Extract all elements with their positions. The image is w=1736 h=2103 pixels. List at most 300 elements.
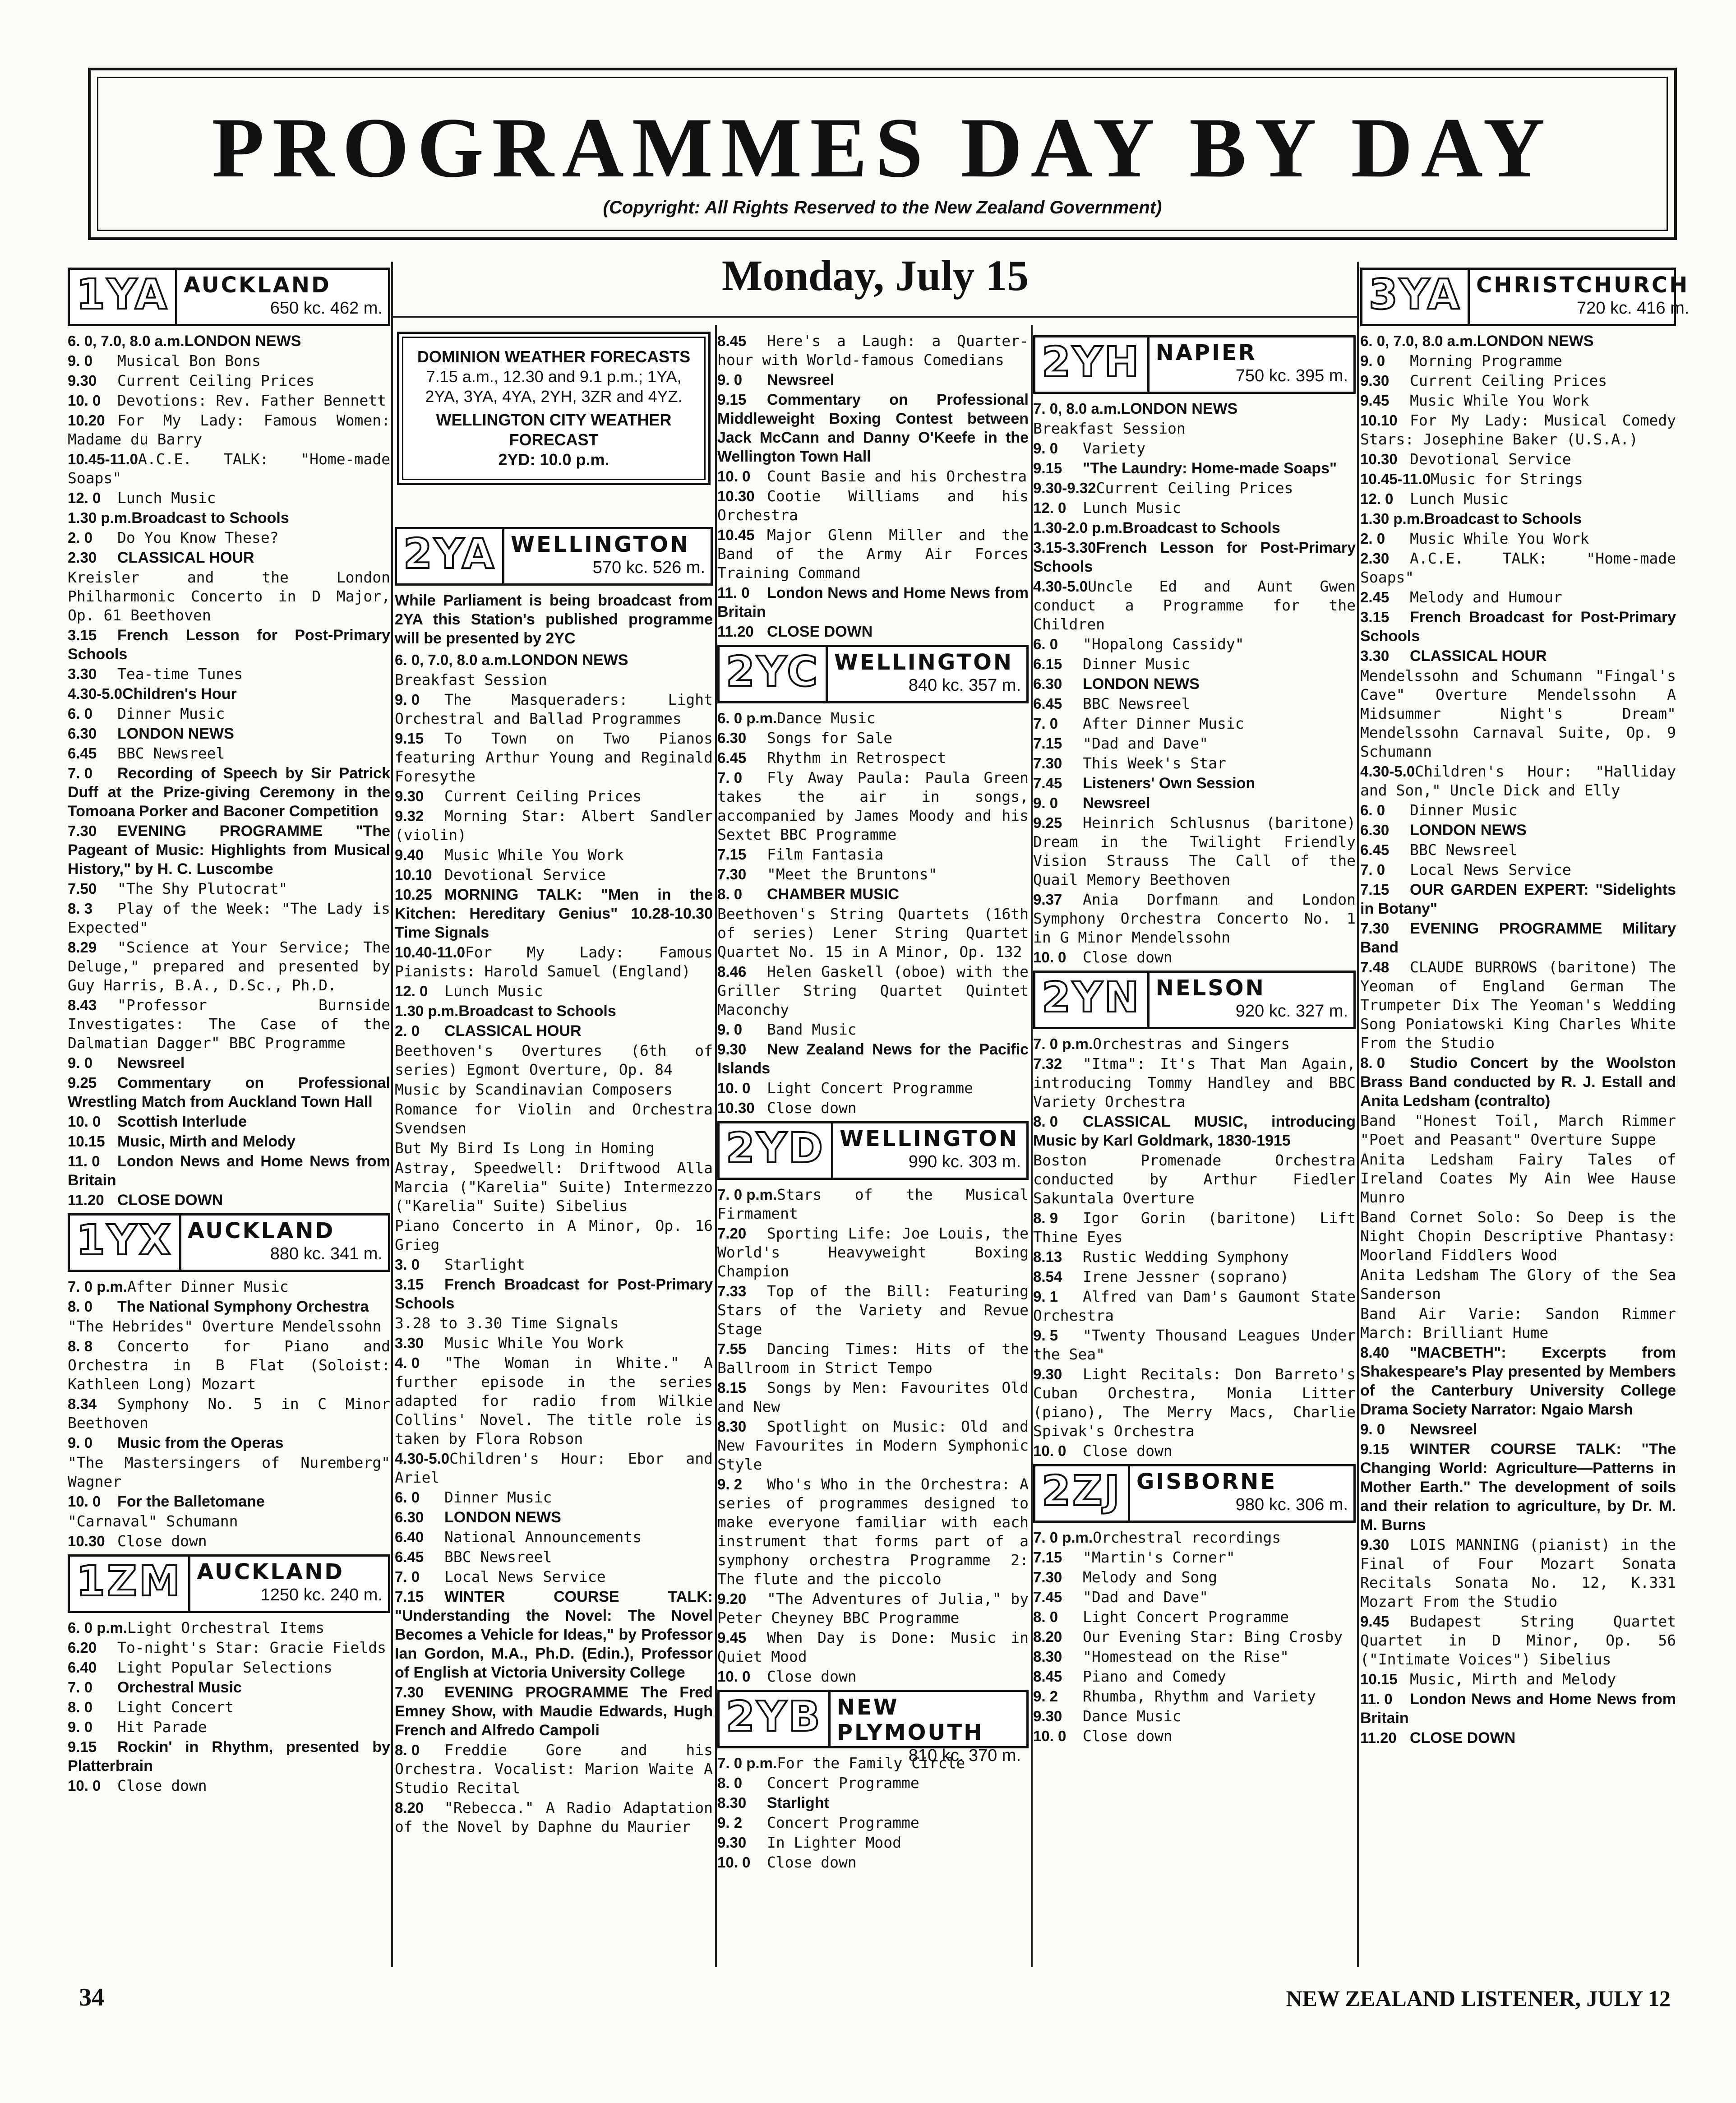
- programme-title: Uncle Ed and Aunt Gwen conduct a Programme for the Children: [1033, 578, 1356, 633]
- programme-entry: [68, 1638, 390, 1657]
- programme-time: 7. 0 p.m.: [717, 1755, 777, 1771]
- programme-title: Tea-time Tunes: [117, 665, 243, 683]
- programme-entry: [395, 1449, 713, 1487]
- station-city: CHRISTCHURCH: [1476, 273, 1690, 298]
- programme-title: Newsreel: [1410, 1421, 1477, 1438]
- programme-entry: [717, 467, 1029, 486]
- programme-time: 8.45: [717, 333, 747, 349]
- programme-entry: [1033, 1326, 1356, 1364]
- programme-title: CHAMBER MUSIC: [767, 886, 899, 903]
- programme-title: Piano and Comedy: [1083, 1668, 1226, 1685]
- programme-entry: [68, 1658, 390, 1677]
- programme-entry: [717, 1378, 1029, 1416]
- programme-entry: [1033, 754, 1356, 773]
- programme-title: Concert Programme: [767, 1774, 919, 1792]
- programme-entry: [68, 1738, 390, 1775]
- programme-time: 8. 8: [68, 1338, 93, 1354]
- programme-time: 10.45-11.0: [1360, 471, 1431, 487]
- programme-title: Children's Hour: [122, 685, 237, 703]
- programme-time: 6.30: [395, 1509, 424, 1525]
- programme-time: 7.20: [717, 1225, 747, 1242]
- programme-title: "Dad and Dave": [1083, 1588, 1209, 1606]
- programme-title: LONDON NEWS: [117, 725, 234, 742]
- programme-entry: [395, 1354, 713, 1448]
- programme-title: LONDON NEWS: [1477, 333, 1594, 350]
- programme-time: 9.25: [68, 1074, 97, 1091]
- programme-entry: [717, 332, 1029, 370]
- programme-time: 7.33: [717, 1283, 747, 1299]
- station-header-2zj: [1033, 1464, 1356, 1523]
- programme-entry: [68, 1054, 390, 1072]
- programme-time: 7. 0 p.m.: [1033, 1529, 1093, 1546]
- programme-entry: [1360, 1535, 1676, 1611]
- programme-entry: [1033, 1365, 1356, 1441]
- programme-entry: [68, 1718, 390, 1737]
- programme-title: "Dad and Dave": [1083, 735, 1209, 752]
- programme-title: After Dinner Music: [127, 1278, 289, 1295]
- programme-entry: [395, 1021, 713, 1040]
- programme-entry: [1360, 588, 1676, 607]
- programme-entry: [1360, 1612, 1676, 1669]
- programme-title: Music from the Operas: [117, 1434, 284, 1451]
- programme-entry: [1033, 1627, 1356, 1646]
- programme-title: Close down: [117, 1532, 207, 1550]
- programme-entry: [68, 764, 390, 821]
- programme-time: 10. 0: [1033, 1442, 1067, 1459]
- programme-time: 1.30 p.m.: [1360, 510, 1424, 527]
- programme-entry: [68, 1512, 390, 1531]
- programme-entry: [1360, 666, 1676, 761]
- programme-entry: [68, 1678, 390, 1697]
- column-4: [1033, 332, 1356, 1969]
- programme-title: 3.28 to 3.30 Time Signals: [395, 1314, 619, 1332]
- programme-title: Local News Service: [444, 1568, 606, 1585]
- programme-entry: [1033, 479, 1356, 498]
- programme-entry: [717, 583, 1029, 621]
- programme-time: 1.30 p.m.: [68, 509, 132, 526]
- programme-entry: [1033, 1608, 1356, 1627]
- programme-time: 7.55: [717, 1340, 747, 1357]
- programme-time: 9.30: [717, 1041, 747, 1058]
- programme-title: "Rebecca." A Radio Adaptation of the Novel by Daphne du Maurier: [395, 1799, 713, 1835]
- programme-title: Dance Music: [777, 709, 876, 727]
- programme-title: Light Popular Selections: [117, 1659, 332, 1676]
- programme-title: Do You Know These?: [117, 529, 279, 546]
- programme-title: Our Evening Star: Bing Crosby: [1083, 1628, 1343, 1645]
- programme-title: "The Hebrides" Overture Mendelssohn: [68, 1317, 382, 1335]
- station-header-3ya: [1360, 268, 1690, 326]
- programme-title: For My Lady: Famous Pianists: Harold Samuel (England): [395, 943, 713, 980]
- programme-title: Music While You Work: [1410, 530, 1589, 547]
- programme-title: Dinner Music: [1410, 801, 1518, 819]
- programme-title: Kreisler and the London Philharmonic Concerto in D Major, Op. 61 Beethoven: [68, 569, 390, 624]
- station-frequency: 570 kc. 526 m.: [592, 558, 705, 577]
- programme-time: 8.30: [717, 1418, 747, 1435]
- programme-entry: [395, 1334, 713, 1353]
- programme-entry: [395, 1314, 713, 1333]
- programme-title: Breakfast Session: [395, 671, 547, 689]
- station-header-2yd: [717, 1121, 1029, 1180]
- programme-time: 9.15: [1033, 460, 1062, 476]
- programme-title: Romance for Violin and Orchestra Svendsen: [395, 1100, 713, 1137]
- programme-entry: [68, 1776, 390, 1795]
- programme-time: 7. 0 p.m.: [1033, 1035, 1093, 1052]
- programme-time: 7.32: [1033, 1055, 1062, 1072]
- programme-title: Film Fantasia: [767, 846, 884, 863]
- programme-time: 10. 0: [68, 1113, 101, 1130]
- programme-entry: [68, 548, 390, 567]
- programme-title: Broadcast to Schools: [1122, 519, 1280, 536]
- programme-entry: [717, 1813, 1029, 1832]
- programme-time: 7.15: [717, 846, 747, 863]
- programme-time: 9.30: [1033, 1366, 1062, 1382]
- station-city: AUCKLAND: [184, 273, 331, 298]
- programme-entry: [68, 1112, 390, 1131]
- programme-time: 7.30: [68, 823, 97, 839]
- programme-entry: [395, 1275, 713, 1313]
- programme-time: 10. 0: [717, 1080, 751, 1096]
- programme-entry: [717, 1475, 1029, 1589]
- programme-time: 7. 0: [395, 1568, 420, 1585]
- programme-entry: [1033, 1287, 1356, 1325]
- station-city: AUCKLAND: [197, 1559, 345, 1585]
- programme-entry: [395, 1798, 713, 1836]
- programme-time: 8.30: [717, 1794, 747, 1811]
- programme-title: London News and Home News from Britain: [1360, 1691, 1676, 1727]
- programme-time: 7.50: [68, 880, 97, 897]
- programme-time: 10.15: [68, 1133, 105, 1150]
- station-header-1yx: [68, 1213, 390, 1272]
- programme-entry: [395, 1683, 713, 1740]
- station-city: AUCKLAND: [187, 1218, 335, 1243]
- programme-title: Close down: [767, 1853, 857, 1871]
- programme-title: Music, Mirth and Melody: [117, 1133, 295, 1150]
- station-frequency: 720 kc. 416 m.: [1577, 299, 1690, 318]
- programme-time: 9.20: [717, 1590, 747, 1607]
- programme-title: Local News Service: [1410, 861, 1571, 878]
- programme-entry: [1033, 1112, 1356, 1150]
- programme-title: Close down: [1083, 1727, 1173, 1745]
- programme-title: Orchestras and Singers: [1093, 1035, 1290, 1053]
- weather-times: 7.15 a.m., 12.30 and 9.1 p.m.; 1YA, 2YA, 3YA, 4YA, 2YH, 3ZR and 4YZ.: [425, 367, 683, 406]
- programme-time: 3.15: [1360, 609, 1390, 625]
- programme-entry: [1033, 518, 1356, 537]
- programme-entry: [395, 1002, 713, 1021]
- station-callsign: 2YN: [1035, 973, 1150, 1027]
- programme-entry: [1360, 1420, 1676, 1439]
- programme-title: Stars of the Musical Firmament: [717, 1186, 1029, 1222]
- programme-title: Concerto for Piano and Orchestra in B Flat (Soloist: Kathleen Long) Mozart: [68, 1337, 390, 1393]
- column-5: [1360, 264, 1690, 1974]
- programme-entry: [68, 1532, 390, 1551]
- programme-title: Light Orchestral Items: [127, 1619, 325, 1636]
- programme-time: 9.32: [395, 808, 424, 824]
- station-frequency: 1250 kc. 240 m.: [260, 1585, 383, 1604]
- programme-title: Dancing Times: Hits of the Ballroom in Strict Tempo: [717, 1340, 1029, 1377]
- programme-entry: [1360, 1208, 1676, 1265]
- programme-entry: [395, 1587, 713, 1682]
- programme-title: Budapest String Quartet Quartet in D Minor, Op. 56 ("Intimate Voices") Sibelius: [1360, 1613, 1676, 1668]
- programme-entry: [395, 1567, 713, 1586]
- programme-entry: [1033, 577, 1356, 634]
- programme-time: 6. 0, 7.0, 8.0 a.m.: [395, 652, 512, 668]
- programme-title: The Masqueraders: Light Orchestral and Ballad Programmes: [395, 691, 713, 727]
- station-header-2yc: [717, 645, 1029, 703]
- programme-title: EVENING PROGRAMME Military Band: [1360, 920, 1676, 956]
- column-1: [68, 264, 390, 1974]
- programme-entry: [1360, 391, 1676, 410]
- programme-title: "Meet the Bruntons": [767, 865, 937, 883]
- programme-entry: [68, 1191, 390, 1210]
- programme-time: 10.15: [1360, 1671, 1398, 1687]
- programme-time: 3.15: [68, 627, 97, 643]
- programme-time: 10.10: [1360, 412, 1398, 429]
- programme-title: LONDON NEWS: [184, 333, 301, 350]
- programme-time: 6. 0: [1033, 636, 1058, 652]
- programme-title: CLASSICAL HOUR: [1410, 647, 1547, 665]
- programme-entry: [395, 651, 713, 670]
- programme-title: Igor Gorin (baritone) Lift Thine Eyes: [1033, 1209, 1356, 1246]
- programme-time: 7.45: [1033, 1589, 1062, 1605]
- programme-time: 11.20: [68, 1192, 104, 1208]
- programme-entry: [1033, 459, 1356, 478]
- programme-time: 9.15: [395, 730, 424, 747]
- programme-entry: [717, 487, 1029, 525]
- programme-title: Music for Strings: [1430, 470, 1583, 488]
- programme-time: 10. 0: [68, 392, 101, 409]
- programme-title: To Town on Two Pianos featuring Arthur Young and Reginald Foresythe: [395, 730, 713, 785]
- programme-title: MORNING TALK: "Men in the Kitchen: Hereditary Genius" 10.28-10.30 Time Signals: [395, 886, 713, 941]
- station-header-2yh: [1033, 335, 1356, 394]
- programme-entry: [1360, 841, 1676, 860]
- programme-entry: [1360, 1690, 1676, 1728]
- programme-entry: [1360, 1670, 1676, 1689]
- programme-time: 6.45: [717, 749, 747, 766]
- programme-title: "MACBETH": Excerpts from Shakespeare's Play presented by Members of the Canterbury University College Drama Society Narrator: Ngaio Marsh: [1360, 1344, 1676, 1418]
- programme-time: 6. 0: [1360, 802, 1385, 818]
- programme-title: CLAUDE BURROWS (baritone) The Yeoman of England German The Trumpeter Dix The Yeoman's Wedding Song Poniatowski King Charles White From the Studio: [1360, 958, 1676, 1052]
- programme-time: 7. 0: [1033, 715, 1058, 732]
- programme-title: Light Concert: [117, 1698, 234, 1716]
- programme-title: "Homestead on the Rise": [1083, 1648, 1289, 1665]
- programme-time: 3.30: [68, 666, 97, 682]
- programme-title: Helen Gaskell (oboe) with the Griller String Quartet Quintet Maconchy: [717, 963, 1029, 1018]
- programme-time: 2.30: [68, 549, 97, 566]
- programme-time: 4.30-5.0: [1033, 578, 1088, 595]
- weather-city-title: WELLINGTON CITY WEATHER FORECAST: [436, 411, 672, 449]
- programme-title: EVENING PROGRAMME "The Pageant of Music: Highlights from Musical History," by H. C. Luscombe: [68, 823, 390, 878]
- programme-entry: [1360, 880, 1676, 918]
- programme-time: 7. 0: [717, 769, 743, 786]
- programme-time: 7.15: [395, 1588, 424, 1605]
- programme-title: Songs by Men: Favourites Old and New: [717, 1379, 1029, 1415]
- programme-time: 6. 0, 7.0, 8.0 a.m.: [1360, 333, 1477, 349]
- programme-time: 4. 0: [395, 1354, 420, 1371]
- programme-time: 10. 0: [717, 1854, 751, 1871]
- programme-title: Astray, Speedwell: Driftwood Alla Marcia ("Karelia" Suite) Intermezzo ("Karelia" Suite) Sibelius: [395, 1159, 713, 1215]
- programme-title: Anita Ledsham Fairy Tales of Ireland Coates My Ain Wee Hause Munro: [1360, 1151, 1676, 1206]
- programme-time: 7.15: [1360, 881, 1390, 898]
- programme-title: "The Adventures of Julia," by Peter Cheyney BBC Programme: [717, 1590, 1029, 1627]
- programme-entry: [68, 1433, 390, 1452]
- programme-title: Newsreel: [117, 1054, 185, 1072]
- programme-title: Breakfast Session: [1033, 420, 1186, 437]
- programme-title: "Twenty Thousand Leagues Under the Sea": [1033, 1327, 1356, 1363]
- programme-entry: [1360, 821, 1676, 840]
- programme-entry: [717, 1185, 1029, 1223]
- programme-time: 9. 0: [68, 1434, 93, 1451]
- programme-time: 8. 0: [1033, 1113, 1058, 1130]
- column-rule: [1031, 325, 1033, 1967]
- programme-title: Broadcast to Schools: [1424, 510, 1582, 527]
- programme-time: 7. 0: [68, 765, 93, 781]
- programme-entry: [395, 1216, 713, 1254]
- programme-title: Melody and Humour: [1410, 588, 1562, 606]
- programme-title: Orchestral recordings: [1093, 1529, 1281, 1546]
- programme-entry: [395, 1741, 713, 1798]
- programme-entry: [395, 885, 713, 942]
- programme-time: 1.30 p.m.: [395, 1003, 459, 1019]
- programme-time: 9. 1: [1033, 1288, 1058, 1305]
- programme-entry: [1360, 509, 1676, 528]
- programme-title: Lunch Music: [1083, 499, 1182, 517]
- programme-entry: [1033, 635, 1356, 654]
- programme-title: Dinner Music: [1083, 655, 1191, 673]
- programme-entry: [717, 1590, 1029, 1627]
- programme-time: 10.25: [395, 886, 432, 903]
- programme-entry: [717, 1853, 1029, 1872]
- programme-entry: [1360, 860, 1676, 879]
- programme-entry: [717, 1079, 1029, 1098]
- programme-title: Ania Dorfmann and London Symphony Orchestra Concerto No. 1 in G Minor Mendelssohn: [1033, 891, 1356, 946]
- programme-entry: [395, 670, 713, 689]
- programme-time: 9. 5: [1033, 1327, 1058, 1344]
- programme-entry: [68, 1152, 390, 1190]
- programme-title: Close down: [117, 1777, 207, 1794]
- programme-title: BBC Newsreel: [1083, 695, 1191, 712]
- column-2: [395, 523, 713, 1972]
- programme-entry: [395, 1488, 713, 1507]
- programme-entry: [395, 1080, 713, 1099]
- programme-time: 4.30-5.0: [395, 1450, 450, 1467]
- heading-rule: [392, 316, 1358, 318]
- programme-entry: [395, 807, 713, 845]
- programme-entry: [1360, 919, 1676, 957]
- programme-entry: [1033, 948, 1356, 967]
- programme-entry: [1360, 1266, 1676, 1303]
- programme-title: Music While You Work: [1410, 392, 1589, 409]
- programme-entry: [68, 665, 390, 684]
- programme-title: Devotional Service: [1410, 450, 1571, 468]
- programme-entry: [1033, 1248, 1356, 1266]
- programme-time: 10. 0: [717, 1668, 751, 1685]
- programme-time: 10.45: [717, 527, 755, 543]
- programme-entry: [717, 1340, 1029, 1377]
- programme-time: 8.29: [68, 939, 97, 956]
- programme-title: Broadcast to Schools: [131, 509, 289, 527]
- programme-time: 10. 0: [68, 1777, 101, 1794]
- programme-time: 3.15: [395, 1276, 424, 1293]
- programme-title: Music by Scandinavian Composers: [395, 1081, 673, 1098]
- programme-title: Newsreel: [1083, 795, 1150, 812]
- programme-entry: [1033, 419, 1356, 438]
- programme-time: 9.45: [717, 1629, 747, 1646]
- station-frequency: 750 kc. 395 m.: [1235, 366, 1348, 385]
- programme-title: For My Lady: Musical Comedy Stars: Josephine Baker (U.S.A.): [1360, 411, 1676, 448]
- programme-entry: [395, 690, 713, 728]
- programme-title: Close down: [767, 1668, 857, 1685]
- programme-time: 10. 0: [1033, 949, 1067, 966]
- programme-time: 8.45: [1033, 1668, 1062, 1685]
- programme-entry: [68, 684, 390, 703]
- programme-entry: [1033, 774, 1356, 793]
- station-callsign: 1YA: [70, 270, 177, 324]
- programme-title: Lunch Music: [1410, 490, 1509, 508]
- programme-entry: [1033, 1151, 1356, 1208]
- programme-title: Orchestral Music: [117, 1679, 242, 1696]
- programme-entry: [1033, 1528, 1356, 1547]
- programme-title: Music, Mirth and Melody: [1410, 1670, 1616, 1688]
- programme-title: "Itma": It's That Man Again, introducing Tommy Handley and BBC Variety Orchestra: [1033, 1055, 1356, 1110]
- programme-time: 12. 0: [1360, 490, 1394, 507]
- programme-entry: [68, 996, 390, 1053]
- programme-title: Close down: [1083, 1442, 1173, 1460]
- page-title: PROGRAMMES DAY BY DAY: [212, 101, 1553, 195]
- station-header-2yn: [1033, 971, 1356, 1029]
- programme-title: Sporting Life: Joe Louis, the World's Heavyweight Boxing Champion: [717, 1225, 1029, 1280]
- title-banner: [88, 68, 1677, 240]
- programme-entry: [395, 1508, 713, 1527]
- programme-title: This Week's Star: [1083, 754, 1226, 772]
- programme-time: 2.45: [1360, 589, 1390, 605]
- programme-time: 9. 0: [1360, 352, 1385, 369]
- programme-time: 10.30: [717, 1100, 755, 1116]
- programme-entry: [68, 1337, 390, 1394]
- programme-entry: [68, 1297, 390, 1316]
- programme-time: 10.20: [68, 412, 105, 429]
- programme-entry: [1033, 890, 1356, 947]
- station-callsign: 1YX: [70, 1216, 181, 1270]
- programme-entry: [68, 1492, 390, 1511]
- programme-time: 6. 0: [395, 1489, 420, 1506]
- programme-title: Mendelssohn and Schumann "Fingal's Cave" Overture Mendelssohn A Midsummer Night's Dream" Mendelssohn Carnaval Suite, Op. 9 Schumann: [1360, 667, 1676, 760]
- programme-title: Newsreel: [767, 371, 835, 388]
- programme-time: 7.45: [1033, 775, 1062, 791]
- page-number: 34: [79, 1983, 104, 2011]
- programme-title: Light Recitals: Don Barreto's Cuban Orchestra, Monia Litter (piano), The Merry Macs, Charlie Spivak's Orchestra: [1033, 1365, 1356, 1440]
- programme-title: "The Laundry: Home-made Soaps": [1083, 460, 1337, 477]
- programme-time: 9. 2: [717, 1476, 743, 1493]
- programme-title: In Lighter Mood: [767, 1834, 902, 1851]
- programme-time: 6.20: [68, 1639, 97, 1656]
- programme-entry: [1033, 1568, 1356, 1587]
- station-header-2ya: [395, 527, 713, 586]
- programme-entry: [717, 1020, 1029, 1039]
- programme-title: Dinner Music: [117, 705, 225, 722]
- programme-entry: [68, 1453, 390, 1491]
- programme-entry: [395, 729, 713, 786]
- station-callsign: 3YA: [1362, 270, 1470, 324]
- programme-title: Musical Bon Bons: [117, 352, 261, 370]
- programme-title: Freddie Gore and his Orchestra. Vocalist: Marion Waite A Studio Recital: [395, 1741, 713, 1797]
- programme-title: Rhythm in Retrospect: [767, 749, 946, 767]
- programme-title: Lunch Music: [444, 982, 543, 1000]
- programme-title: EVENING PROGRAMME The Fred Emney Show, with Maudie Edwards, Hugh French and Alfredo Campoli: [395, 1684, 713, 1739]
- programme-title: Current Ceiling Prices: [117, 372, 315, 389]
- programme-entry: [68, 1317, 390, 1336]
- station-callsign: 1ZM: [70, 1557, 190, 1611]
- programme-time: 1.30-2.0 p.m.: [1033, 519, 1123, 536]
